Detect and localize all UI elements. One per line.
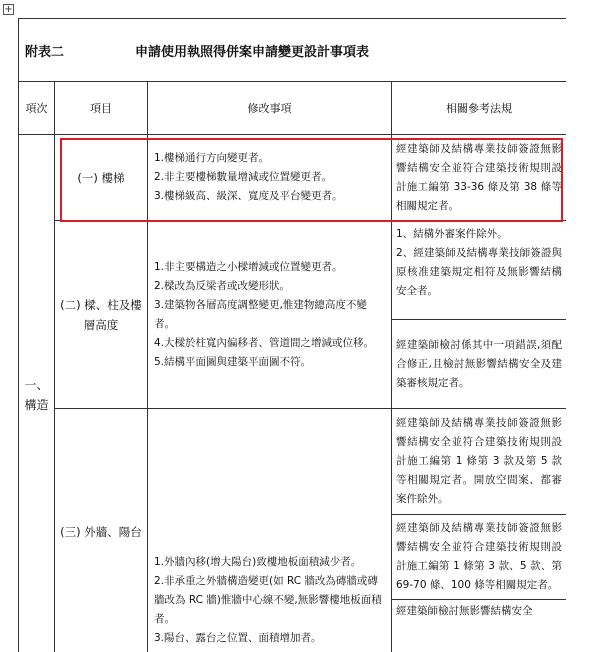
reference-cell: 經建築師及結構專業技師簽證無影響結構安全並符合建築技術規則設計施工編第 1 條第 3 款及第 5 款等相關規定者。開放空間案、都審案件除外。 (392, 409, 567, 515)
modification-cell (148, 409, 392, 652)
table-row (19, 135, 567, 221)
appendix-label: 附表二 (25, 44, 65, 60)
header-references: 相關參考法規 (392, 82, 567, 135)
modification-cell (148, 135, 392, 221)
modification-table (18, 18, 566, 652)
list-item: 2.非承重之外牆構造變更(如 RC 牆改為磚牆或磚牆改為 RC 牆)惟牆中心線不變,無影響樓地板面積者。 (154, 575, 382, 625)
header-row (19, 82, 567, 135)
list-item: 2.非主要樓梯數量增減或位置變更者。 (154, 171, 333, 183)
reference-cell: 經建築師及結構專業技師簽證無影響結構安全並符合建築技術規則設計施工編第 1 條第 3 款、5 款、第 69-70 條、100 條等相關規定者。 經建築師檢討無影響結構安全 (392, 515, 567, 652)
list-item: 3.樓梯級高、級深、寬度及平台變更者。 (154, 190, 343, 202)
list-item: 1.樓梯通行方向變更者。 (154, 152, 270, 164)
modification-cell (148, 221, 392, 409)
list-item: 1.非主要構造之小樑增減或位置變更者。 (154, 260, 343, 273)
list-item: 2.樑改為反梁者或改變形狀。 (154, 279, 291, 292)
header-section: 項次 (19, 82, 55, 135)
list-item: 1.外牆內移(增大陽台)致樓地板面積減少者。 (154, 556, 362, 568)
item-cell: (三) 外牆、陽台 (55, 409, 148, 652)
reference-cell: 經建築師及結構專業技師簽證無影響結構安全並符合建築技術規則設計施工編第 33-36 條及第 38 條等相關規定者。 (392, 135, 567, 221)
item-cell: (一) 樓梯 (55, 135, 148, 221)
list-item: 3.建築物各層高度調整變更,惟建物總高度不變者。 (154, 298, 367, 330)
title-row (19, 19, 567, 82)
header-item: 項目 (55, 82, 148, 135)
list-item: 5.結構平面圖與建築平面圖不符。 (154, 355, 312, 368)
list-item: 3.陽台、露台之位置、面積增加者。 (154, 632, 322, 644)
reference-cell: 1、結構外審案件除外。 2、經建築師及結構專業技師簽證與原核准建築規定相符及無影響結構安全者。 (392, 221, 567, 320)
document-page (18, 18, 566, 652)
header-modification: 修改事項 (148, 82, 392, 135)
table-row (19, 221, 567, 320)
section-label: 一、構造 (24, 377, 49, 412)
section-cell (19, 135, 55, 652)
table-move-handle-icon[interactable]: + (4, 4, 13, 15)
table-row (19, 409, 567, 515)
reference-cell: 經建築師檢討係其中一項錯誤,須配合修正,且檢討無影響結構安全及建築審核規定者。 (392, 320, 567, 409)
table-title: 申請使用執照得併案申請變更設計事項表 (135, 44, 370, 60)
item-cell: (二) 樑、柱及樓層高度 (55, 221, 148, 409)
list-item: 4.大樑於柱寬內偏移者、管道間之增減或位移。 (154, 336, 375, 349)
